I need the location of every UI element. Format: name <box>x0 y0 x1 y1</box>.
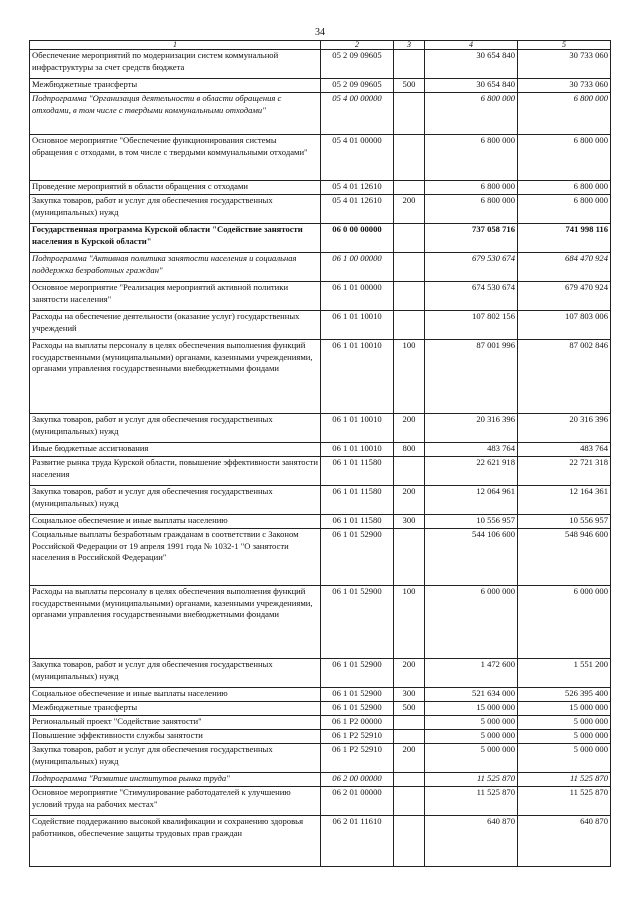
amount-year-1-cell: 6 800 000 <box>425 195 518 224</box>
expense-type-cell: 200 <box>394 414 425 443</box>
expense-type-cell <box>394 135 425 181</box>
target-code-cell: 06 1 01 00000 <box>321 282 394 311</box>
target-code-cell: 06 1 01 11580 <box>321 457 394 486</box>
item-name-cell: Подпрограмма "Организация деятельности в области обращения с отходами, в том числе с твердыми коммунальными отходами" <box>30 93 321 135</box>
expense-type-cell <box>394 529 425 586</box>
item-name-cell: Основное мероприятие "Стимулирование работодателей к улучшению условий труда на рабочих местах" <box>30 787 321 816</box>
target-code-cell: 06 1 P2 52910 <box>321 744 394 773</box>
item-name-cell: Государственная программа Курской области "Содействие занятости населения в Курской области" <box>30 224 321 253</box>
amount-year-2-cell: 6 000 000 <box>518 586 611 659</box>
amount-year-1-cell: 6 800 000 <box>425 93 518 135</box>
amount-year-2-cell: 87 002 846 <box>518 340 611 414</box>
amount-year-2-cell: 11 525 870 <box>518 773 611 787</box>
expense-type-cell: 100 <box>394 340 425 414</box>
table-row <box>30 816 611 867</box>
target-code-cell: 05 2 09 09605 <box>321 79 394 93</box>
amount-year-2-cell: 526 395 400 <box>518 688 611 702</box>
amount-year-1-cell: 11 525 870 <box>425 773 518 787</box>
table-row <box>30 93 611 135</box>
item-name-cell: Развитие рынка труда Курской области, повышение эффективности занятости населения <box>30 457 321 486</box>
table-row <box>30 340 611 414</box>
table-row <box>30 195 611 224</box>
target-code-cell: 05 4 00 00000 <box>321 93 394 135</box>
amount-year-1-cell: 640 870 <box>425 816 518 867</box>
target-code-cell: 06 1 01 10010 <box>321 443 394 457</box>
table-row <box>30 50 611 79</box>
amount-year-1-cell: 15 000 000 <box>425 702 518 716</box>
expense-type-cell: 500 <box>394 79 425 93</box>
budget-table <box>29 40 611 867</box>
target-code-cell: 05 4 01 00000 <box>321 135 394 181</box>
amount-year-1-cell: 674 530 674 <box>425 282 518 311</box>
table-row <box>30 688 611 702</box>
column-number: 4 <box>425 41 518 50</box>
expense-type-cell <box>394 311 425 340</box>
expense-type-cell: 200 <box>394 659 425 688</box>
table-row <box>30 659 611 688</box>
table-row <box>30 744 611 773</box>
expense-type-cell <box>394 773 425 787</box>
table-row <box>30 716 611 730</box>
table-row <box>30 586 611 659</box>
table-row <box>30 730 611 744</box>
target-code-cell: 06 1 01 10010 <box>321 311 394 340</box>
amount-year-1-cell: 107 802 156 <box>425 311 518 340</box>
item-name-cell: Расходы на обеспечение деятельности (оказание услуг) государственных учреждений <box>30 311 321 340</box>
table-row <box>30 457 611 486</box>
item-name-cell: Закупка товаров, работ и услуг для обеспечения государственных (муниципальных) нужд <box>30 744 321 773</box>
target-code-cell: 06 2 01 11610 <box>321 816 394 867</box>
amount-year-2-cell: 548 946 600 <box>518 529 611 586</box>
item-name-cell: Социальное обеспечение и иные выплаты населению <box>30 515 321 529</box>
target-code-cell: 06 1 P2 00000 <box>321 716 394 730</box>
amount-year-1-cell: 10 556 957 <box>425 515 518 529</box>
amount-year-1-cell: 20 316 396 <box>425 414 518 443</box>
table-row <box>30 181 611 195</box>
table-row <box>30 773 611 787</box>
table-row <box>30 135 611 181</box>
table-row <box>30 224 611 253</box>
table-row <box>30 787 611 816</box>
table-row <box>30 515 611 529</box>
item-name-cell: Иные бюджетные ассигнования <box>30 443 321 457</box>
column-number: 1 <box>30 41 321 50</box>
expense-type-cell: 200 <box>394 744 425 773</box>
amount-year-2-cell: 6 800 000 <box>518 135 611 181</box>
item-name-cell: Закупка товаров, работ и услуг для обеспечения государственных (муниципальных) нужд <box>30 659 321 688</box>
target-code-cell: 06 1 01 11580 <box>321 515 394 529</box>
amount-year-2-cell: 20 316 396 <box>518 414 611 443</box>
item-name-cell: Региональный проект "Содействие занятости" <box>30 716 321 730</box>
target-code-cell: 06 2 00 00000 <box>321 773 394 787</box>
amount-year-1-cell: 30 654 840 <box>425 79 518 93</box>
amount-year-1-cell: 5 000 000 <box>425 730 518 744</box>
expense-type-cell <box>394 93 425 135</box>
expense-type-cell: 100 <box>394 586 425 659</box>
amount-year-2-cell: 1 551 200 <box>518 659 611 688</box>
column-number: 3 <box>394 41 425 50</box>
target-code-cell: 06 1 01 52900 <box>321 586 394 659</box>
page-number: 34 <box>315 27 325 38</box>
item-name-cell: Закупка товаров, работ и услуг для обеспечения государственных (муниципальных) нужд <box>30 486 321 515</box>
expense-type-cell: 300 <box>394 688 425 702</box>
amount-year-1-cell: 483 764 <box>425 443 518 457</box>
amount-year-1-cell: 12 064 961 <box>425 486 518 515</box>
target-code-cell: 06 0 00 00000 <box>321 224 394 253</box>
table-row <box>30 414 611 443</box>
expense-type-cell <box>394 253 425 282</box>
target-code-cell: 06 1 01 52900 <box>321 659 394 688</box>
expense-type-cell <box>394 787 425 816</box>
amount-year-2-cell: 12 164 361 <box>518 486 611 515</box>
column-number: 2 <box>321 41 394 50</box>
amount-year-2-cell: 6 800 000 <box>518 181 611 195</box>
amount-year-2-cell: 6 800 000 <box>518 195 611 224</box>
item-name-cell: Обеспечение мероприятий по модернизации систем коммунальной инфраструктуры за счет средств бюджета <box>30 50 321 79</box>
target-code-cell: 06 1 01 52900 <box>321 702 394 716</box>
amount-year-2-cell: 30 733 060 <box>518 79 611 93</box>
item-name-cell: Проведение мероприятий в области обращения с отходами <box>30 181 321 195</box>
item-name-cell: Межбюджетные трансферты <box>30 79 321 93</box>
target-code-cell: 06 1 P2 52910 <box>321 730 394 744</box>
amount-year-1-cell: 6 000 000 <box>425 586 518 659</box>
target-code-cell: 06 1 01 11580 <box>321 486 394 515</box>
amount-year-1-cell: 22 621 918 <box>425 457 518 486</box>
amount-year-1-cell: 1 472 600 <box>425 659 518 688</box>
amount-year-2-cell: 107 803 006 <box>518 311 611 340</box>
amount-year-2-cell: 5 000 000 <box>518 744 611 773</box>
item-name-cell: Основное мероприятие "Реализация мероприятий активной политики занятости населения" <box>30 282 321 311</box>
amount-year-1-cell: 737 058 716 <box>425 224 518 253</box>
item-name-cell: Содействие поддержанию высокой квалификации и сохранению здоровья работников, обеспечение защиты трудовых прав граждан <box>30 816 321 867</box>
item-name-cell: Межбюджетные трансферты <box>30 702 321 716</box>
expense-type-cell <box>394 224 425 253</box>
column-number: 5 <box>518 41 611 50</box>
amount-year-1-cell: 679 530 674 <box>425 253 518 282</box>
table-row <box>30 529 611 586</box>
item-name-cell: Подпрограмма "Активная политика занятости населения и социальная поддержка безработных граждан" <box>30 253 321 282</box>
expense-type-cell: 200 <box>394 195 425 224</box>
amount-year-2-cell: 5 000 000 <box>518 730 611 744</box>
expense-type-cell <box>394 282 425 311</box>
item-name-cell: Закупка товаров, работ и услуг для обеспечения государственных (муниципальных) нужд <box>30 414 321 443</box>
expense-type-cell <box>394 816 425 867</box>
table-row <box>30 311 611 340</box>
expense-type-cell: 200 <box>394 486 425 515</box>
expense-type-cell <box>394 716 425 730</box>
amount-year-2-cell: 5 000 000 <box>518 716 611 730</box>
table-row <box>30 253 611 282</box>
amount-year-1-cell: 544 106 600 <box>425 529 518 586</box>
expense-type-cell <box>394 730 425 744</box>
amount-year-2-cell: 640 870 <box>518 816 611 867</box>
item-name-cell: Подпрограмма "Развитие институтов рынка труда" <box>30 773 321 787</box>
expense-type-cell <box>394 457 425 486</box>
target-code-cell: 05 4 01 12610 <box>321 181 394 195</box>
amount-year-1-cell: 30 654 840 <box>425 50 518 79</box>
amount-year-2-cell: 741 998 116 <box>518 224 611 253</box>
amount-year-1-cell: 6 800 000 <box>425 181 518 195</box>
expense-type-cell: 300 <box>394 515 425 529</box>
item-name-cell: Основное мероприятие "Обеспечение функционирования системы обращения с отходами, в том числе с твердыми коммунальными отходами" <box>30 135 321 181</box>
target-code-cell: 05 2 09 09605 <box>321 50 394 79</box>
column-number-row <box>30 41 611 50</box>
amount-year-2-cell: 679 470 924 <box>518 282 611 311</box>
amount-year-1-cell: 11 525 870 <box>425 787 518 816</box>
amount-year-2-cell: 684 470 924 <box>518 253 611 282</box>
item-name-cell: Повышение эффективности службы занятости <box>30 730 321 744</box>
table-row <box>30 702 611 716</box>
target-code-cell: 06 1 01 10010 <box>321 414 394 443</box>
table-row <box>30 443 611 457</box>
target-code-cell: 06 2 01 00000 <box>321 787 394 816</box>
amount-year-2-cell: 15 000 000 <box>518 702 611 716</box>
item-name-cell: Социальные выплаты безработным гражданам в соответствии с Законом Российской Федерации от 19 апреля 1991 года № 1032-1 "О занятости населения в Российской Федерации" <box>30 529 321 586</box>
amount-year-1-cell: 5 000 000 <box>425 744 518 773</box>
expense-type-cell <box>394 50 425 79</box>
expense-type-cell: 500 <box>394 702 425 716</box>
expense-type-cell <box>394 181 425 195</box>
amount-year-1-cell: 521 634 000 <box>425 688 518 702</box>
target-code-cell: 05 4 01 12610 <box>321 195 394 224</box>
target-code-cell: 06 1 00 00000 <box>321 253 394 282</box>
item-name-cell: Расходы на выплаты персоналу в целях обеспечения выполнения функций государственными (муниципальными) органами, казенными учреждениями, органами управления государственными внебюджетными фондами <box>30 340 321 414</box>
amount-year-1-cell: 5 000 000 <box>425 716 518 730</box>
target-code-cell: 06 1 01 10010 <box>321 340 394 414</box>
table-row <box>30 79 611 93</box>
amount-year-2-cell: 483 764 <box>518 443 611 457</box>
amount-year-1-cell: 87 001 996 <box>425 340 518 414</box>
table-row <box>30 282 611 311</box>
item-name-cell: Социальное обеспечение и иные выплаты населению <box>30 688 321 702</box>
amount-year-2-cell: 11 525 870 <box>518 787 611 816</box>
item-name-cell: Закупка товаров, работ и услуг для обеспечения государственных (муниципальных) нужд <box>30 195 321 224</box>
amount-year-2-cell: 22 721 318 <box>518 457 611 486</box>
amount-year-2-cell: 30 733 060 <box>518 50 611 79</box>
target-code-cell: 06 1 01 52900 <box>321 688 394 702</box>
amount-year-2-cell: 10 556 957 <box>518 515 611 529</box>
expense-type-cell: 800 <box>394 443 425 457</box>
amount-year-2-cell: 6 800 000 <box>518 93 611 135</box>
amount-year-1-cell: 6 800 000 <box>425 135 518 181</box>
item-name-cell: Расходы на выплаты персоналу в целях обеспечения выполнения функций государственными (муниципальными) органами, казенными учреждениями, органами управления государственными внебюджетными фондами <box>30 586 321 659</box>
target-code-cell: 06 1 01 52900 <box>321 529 394 586</box>
table-row <box>30 486 611 515</box>
